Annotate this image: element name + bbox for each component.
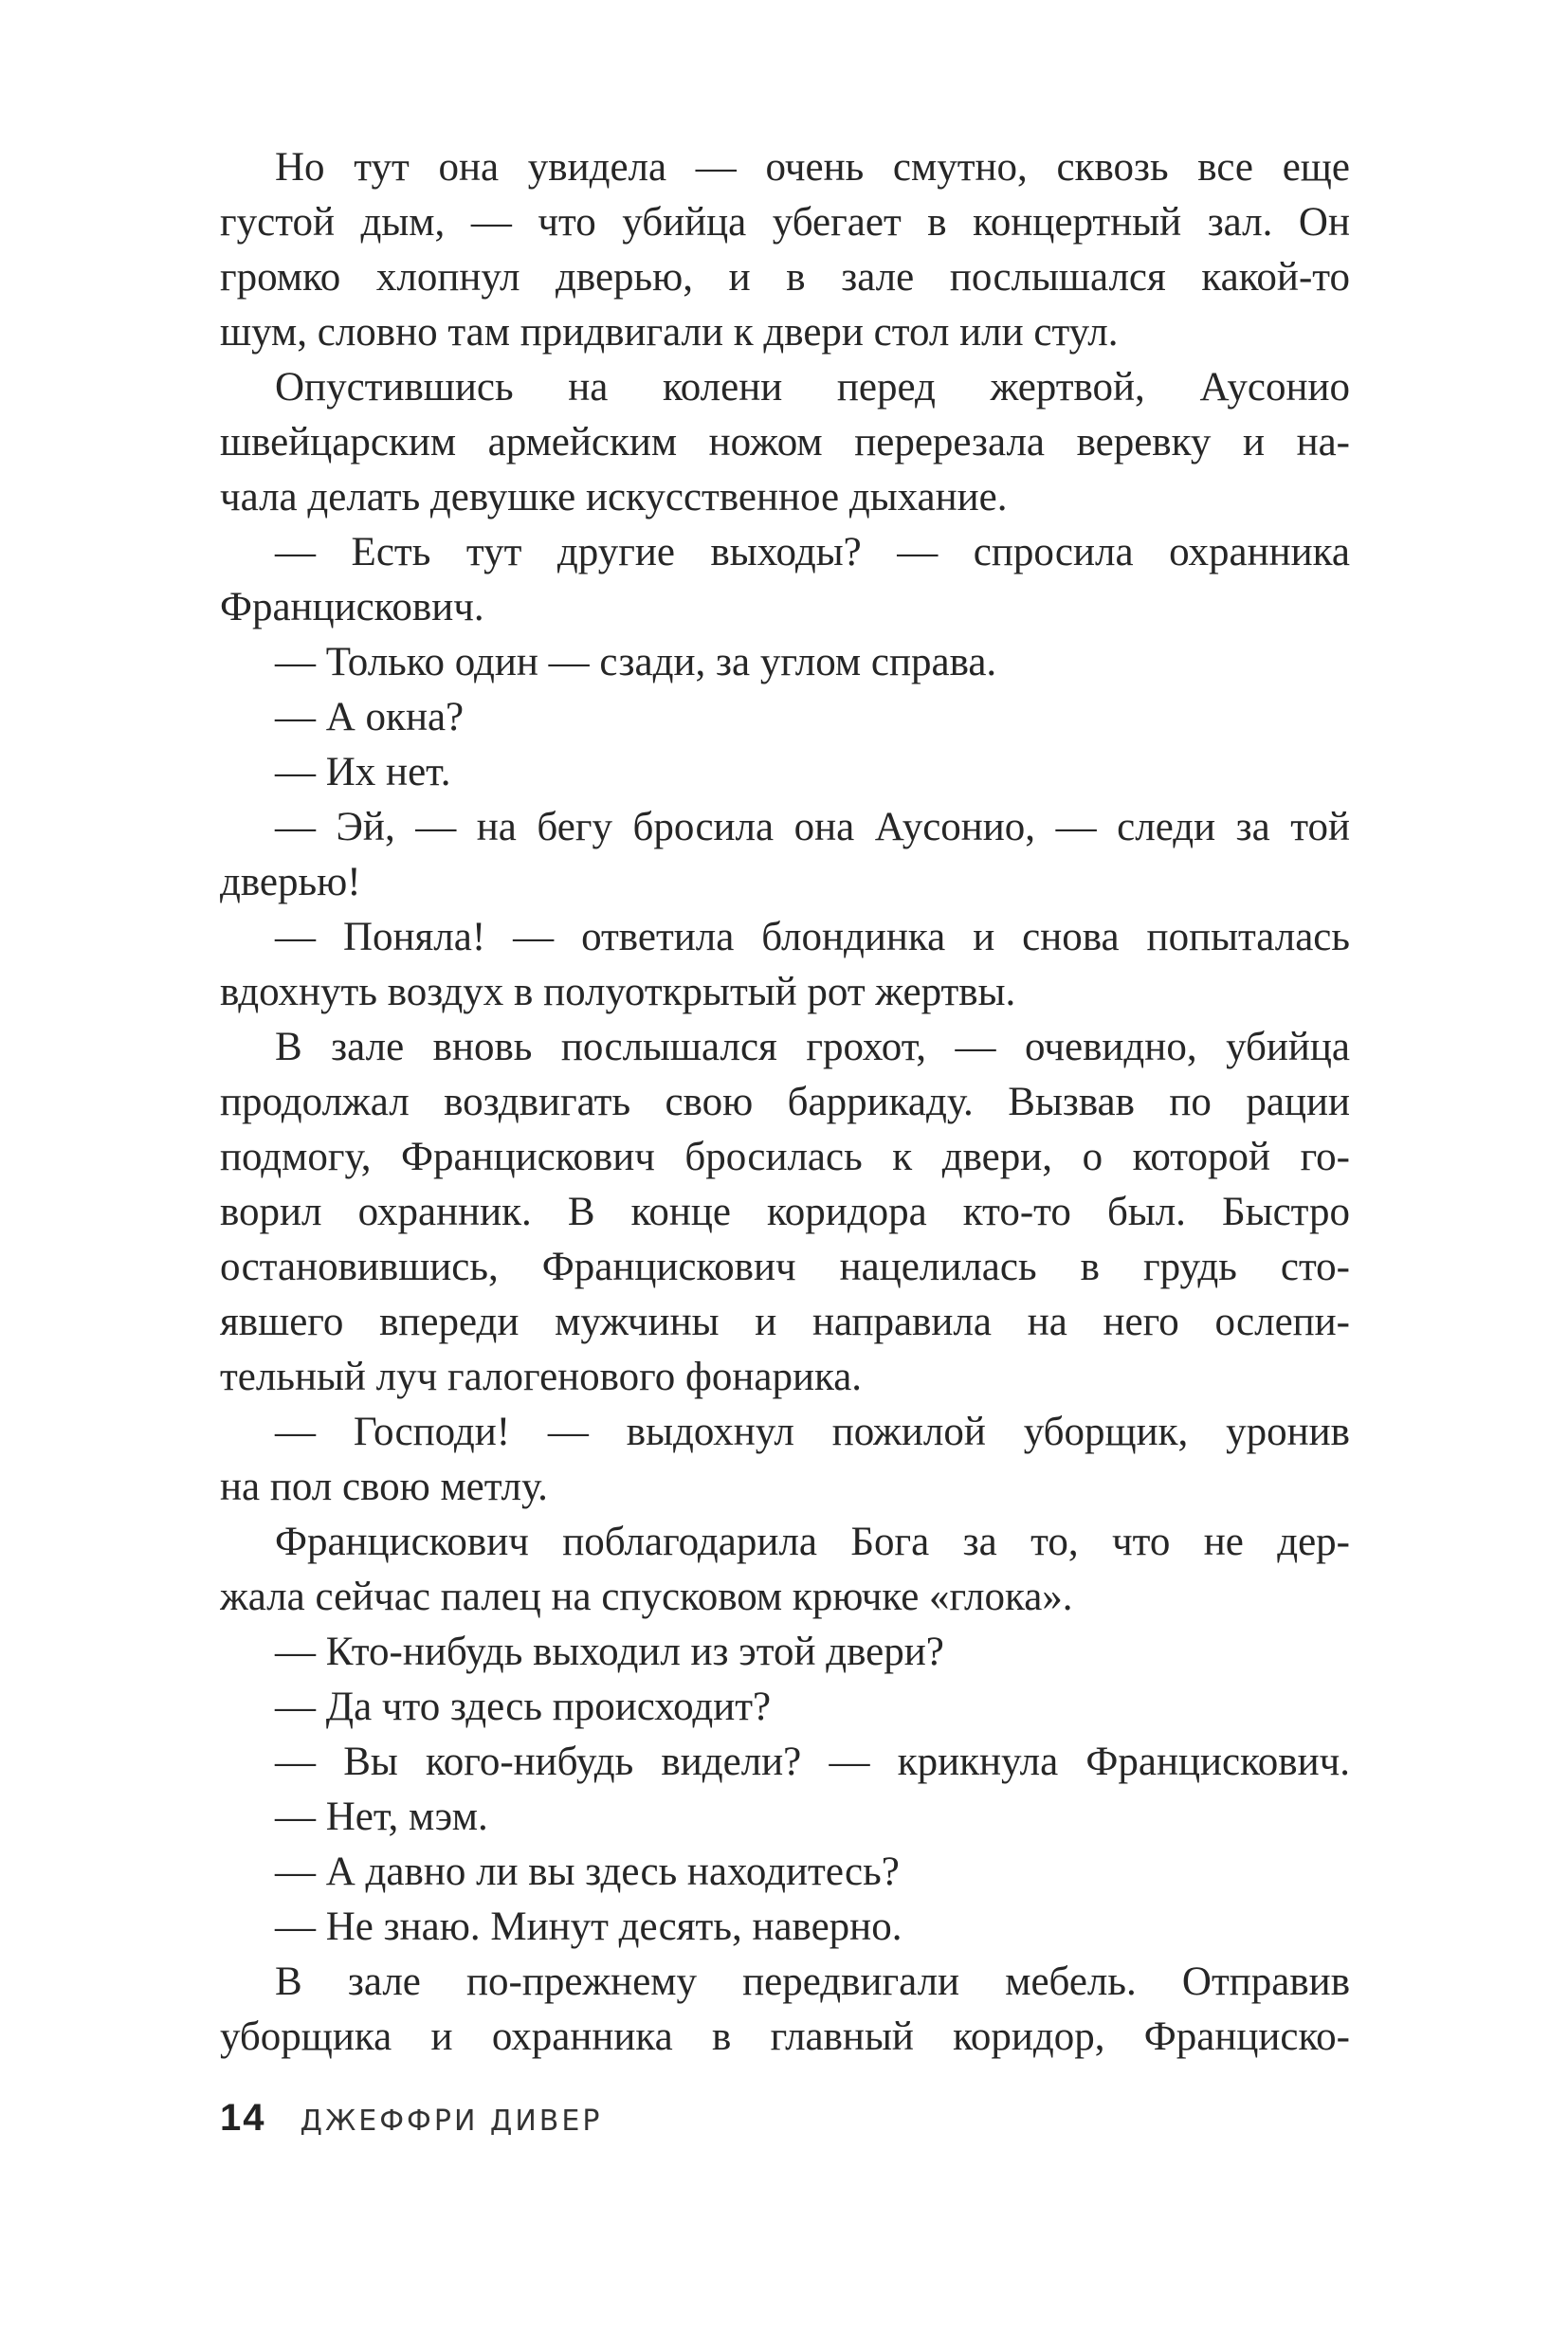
text-line: — Их нет.: [275, 750, 451, 794]
text-line: тельный луч галогенового фонарика.: [220, 1355, 863, 1399]
text-line: подмогу, Францискович бросилась к двери, о которой го-: [220, 1135, 1350, 1179]
text-line: — Господи! — выдохнул пожилой уборщик, уронив: [275, 1410, 1350, 1454]
text-line: уборщика и охранника в главный коридор, Франциско-: [220, 2014, 1350, 2059]
text-line: чала делать девушке искусственное дыхание.: [220, 475, 1008, 519]
text-line: густой дым, — что убийца убегает в концертный зал. Он: [220, 200, 1350, 245]
text-line: остановившись, Францискович нацелилась в грудь сто-: [220, 1245, 1350, 1289]
running-head: ДЖЕФФРИ ДИВЕР: [300, 2105, 603, 2138]
text-line: шум, словно там придвигали к двери стол или стул.: [220, 310, 1119, 355]
text-line: дверью!: [220, 860, 361, 904]
text-line: Францискович.: [220, 585, 484, 629]
text-line: Опустившись на колени перед жертвой, Аусонио: [275, 365, 1350, 410]
text-line: — Нет, мэм.: [275, 1795, 488, 1839]
text-line: — Есть тут другие выходы? — спросила охранника: [275, 530, 1350, 574]
text-line: ворил охранник. В конце коридора кто-то был. Быстро: [220, 1190, 1350, 1234]
text-line: явшего впереди мужчины и направила на него ослепи-: [220, 1300, 1350, 1344]
page-number: 14: [220, 2097, 266, 2139]
text-line: — А окна?: [275, 695, 465, 739]
text-line: продолжал воздвигать свою баррикаду. Вызвав по рации: [220, 1080, 1350, 1124]
text-line: — Кто-нибудь выходил из этой двери?: [275, 1630, 944, 1674]
text-line: вдохнуть воздух в полуоткрытый рот жертвы.: [220, 970, 1016, 1014]
text-line: швейцарским армейским ножом перерезала веревку и на-: [220, 420, 1350, 465]
text-line: — А давно ли вы здесь находитесь?: [275, 1850, 900, 1894]
text-line: — Вы кого-нибудь видели? — крикнула Францискович.: [275, 1740, 1350, 1784]
text-line: громко хлопнул дверью, и в зале послышался какой-то: [220, 255, 1350, 300]
text-line: Но тут она увидела — очень смутно, сквозь все еще: [275, 145, 1350, 190]
text-line: В зале вновь послышался грохот, — очевидно, убийца: [275, 1025, 1350, 1069]
text-line: — Эй, — на бегу бросила она Аусонио, — следи за той: [275, 805, 1350, 849]
text-line: — Не знаю. Минут десять, наверно.: [275, 1904, 903, 1949]
text-line: жала сейчас палец на спусковом крючке «глока».: [220, 1575, 1073, 1619]
body-text: [220, 140, 1350, 2065]
text-line: — Только один — сзади, за углом справа.: [275, 640, 997, 684]
text-line: В зале по-прежнему передвигали мебель. Отправив: [275, 1959, 1350, 2004]
page-footer: [220, 2097, 602, 2154]
text-line: на пол свою метлу.: [220, 1465, 548, 1509]
text-line: — Да что здесь происходит?: [275, 1685, 772, 1729]
text-line: — Поняла! — ответила блондинка и снова попыталась: [275, 915, 1350, 959]
text-line: Францискович поблагодарила Бога за то, что не дер-: [275, 1520, 1350, 1564]
